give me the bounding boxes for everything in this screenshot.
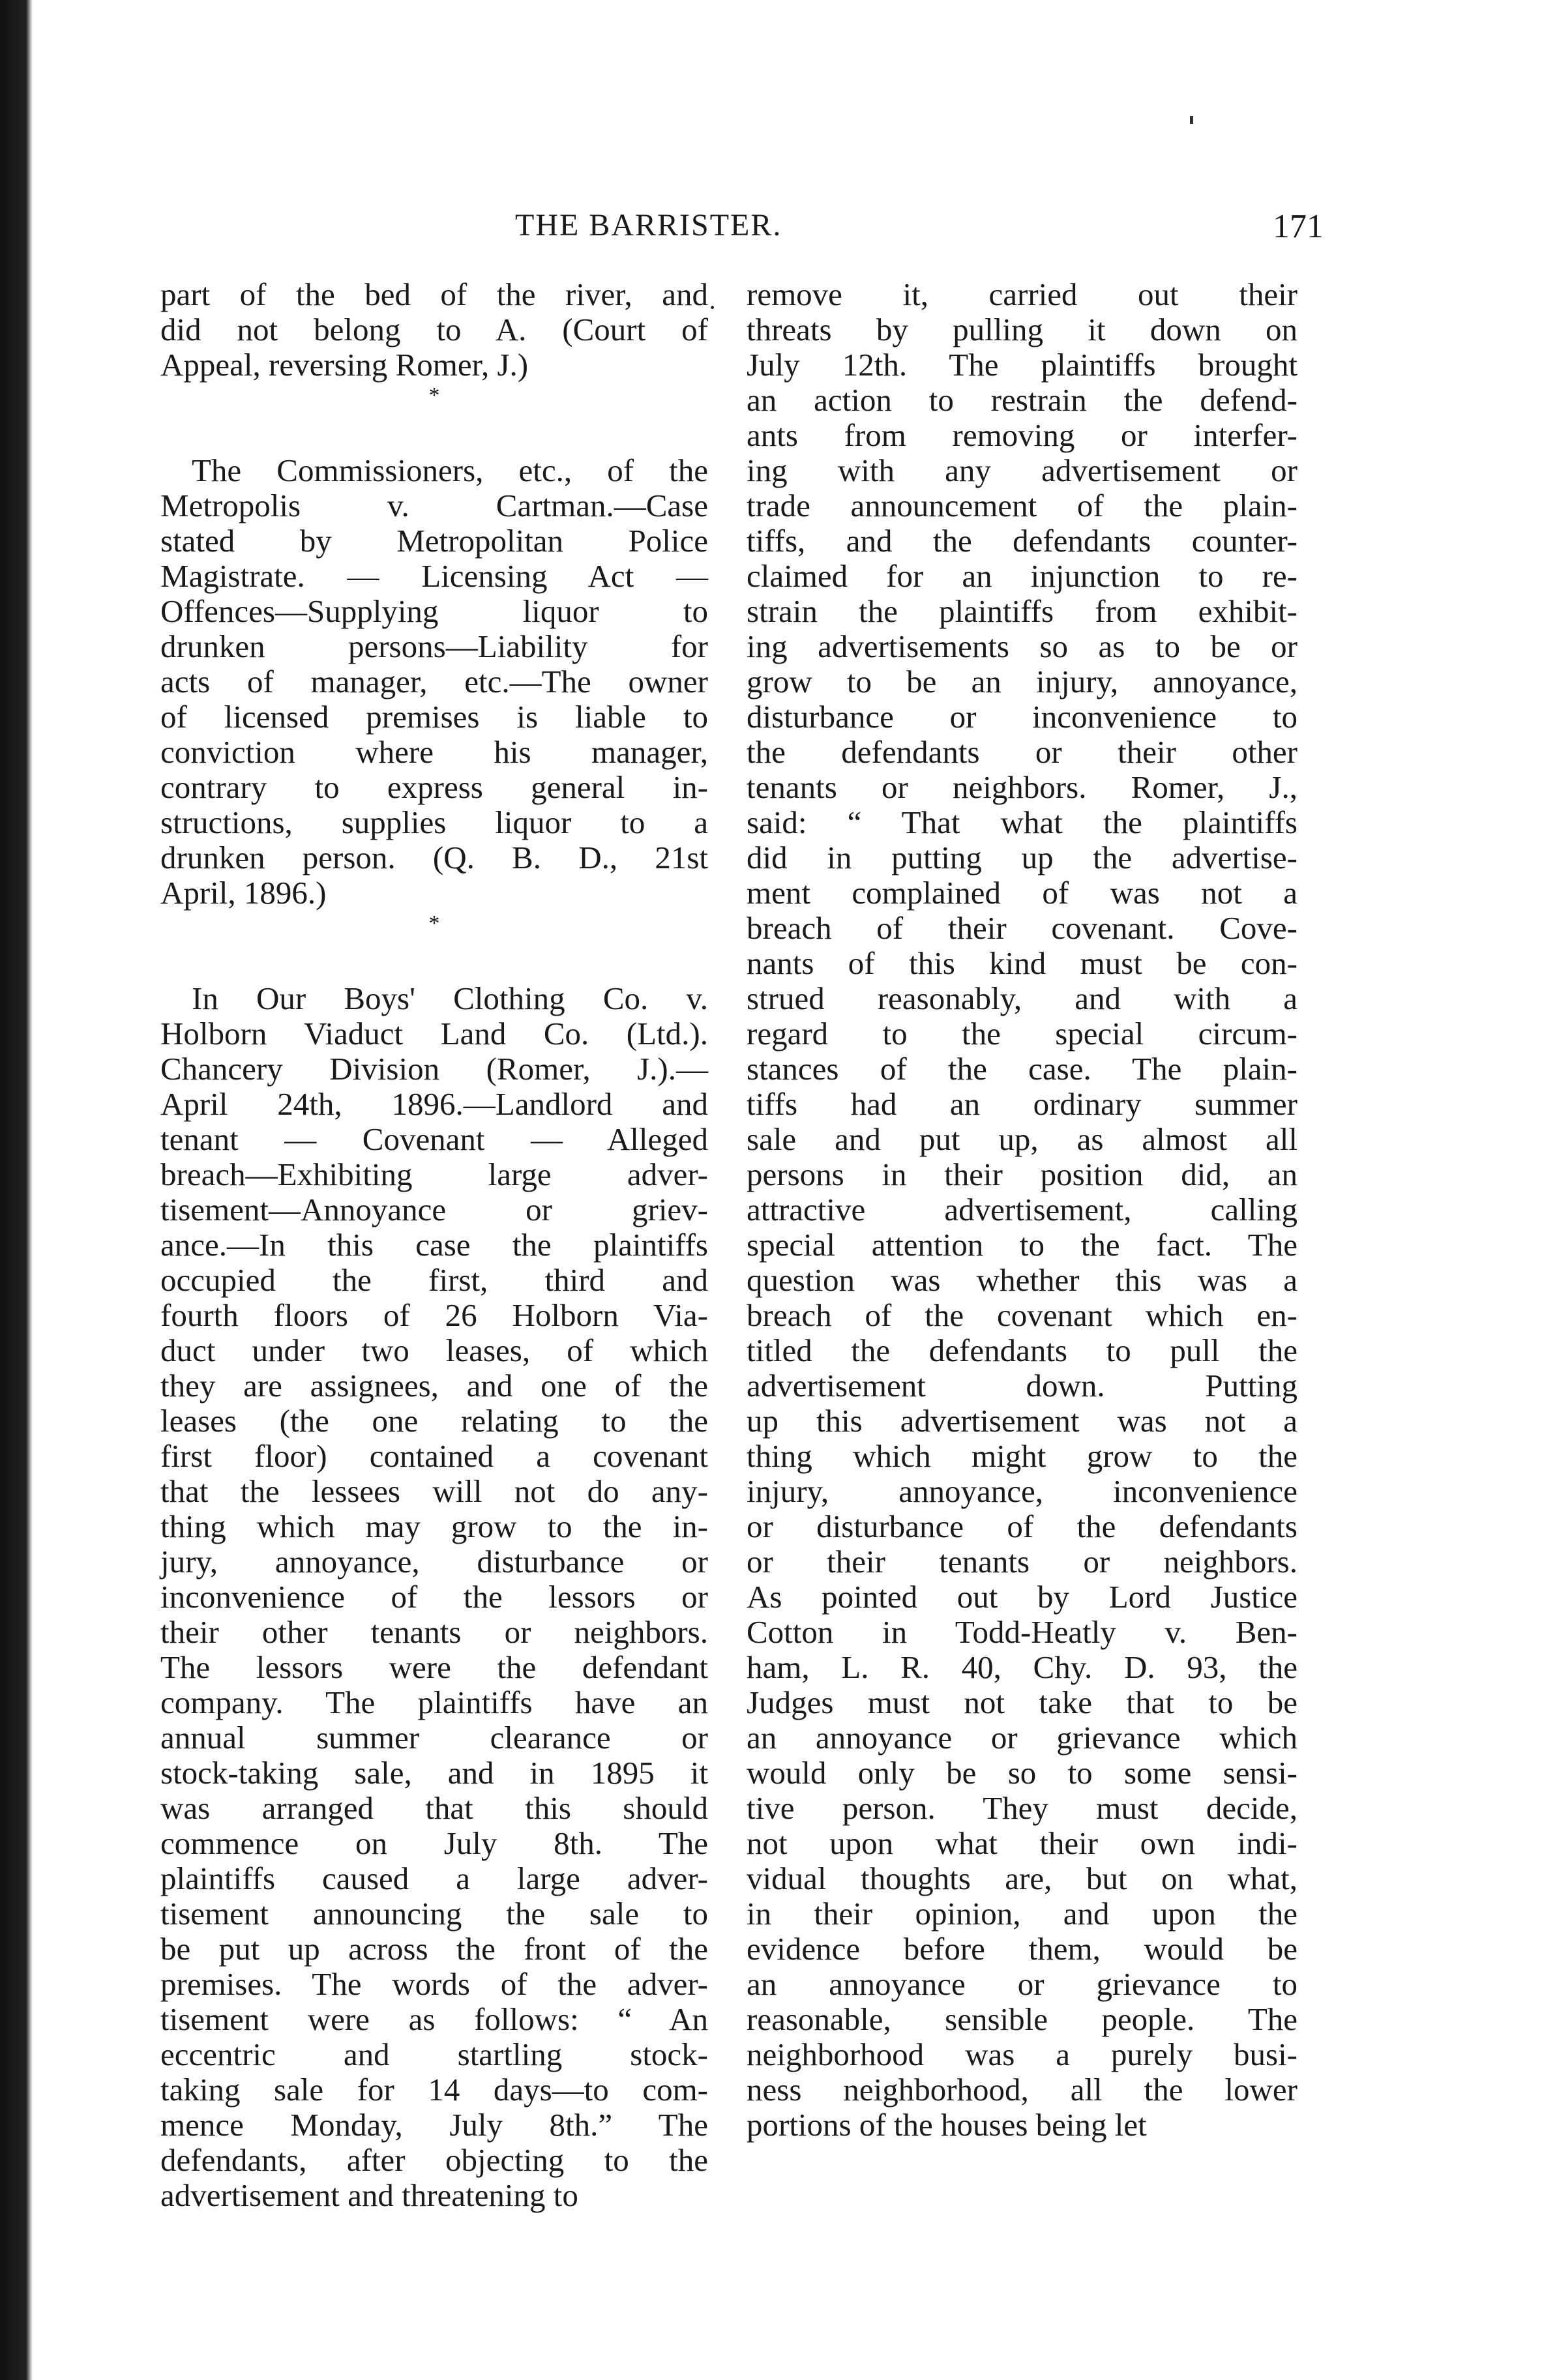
text-line: tenants or neighbors. Romer, J., <box>747 769 1297 805</box>
text-line: drunken person. (Q. B. D., 21st <box>160 840 708 875</box>
text-line: thing which may grow to the in- <box>160 1508 708 1544</box>
text-line: Holborn Viaduct Land Co. (Ltd.). <box>160 1016 708 1051</box>
text-line: an action to restrain the defend- <box>747 382 1297 418</box>
text-line: attractive advertisement, calling <box>747 1192 1297 1227</box>
paragraph-gap <box>160 418 708 453</box>
text-line: an annoyance or grievance to <box>747 1966 1297 2002</box>
text-line: tive person. They must decide, <box>747 1790 1297 1826</box>
text-line: ing advertisements so as to be or <box>747 628 1297 664</box>
text-line: did in putting up the advertise- <box>747 840 1297 875</box>
text-line: would only be so to some sensi- <box>747 1755 1297 1791</box>
text-line: the defendants or their other <box>747 734 1297 770</box>
text-line: up this advertisement was not a <box>747 1403 1297 1439</box>
text-line: Judges must not take that to be <box>747 1684 1297 1720</box>
text-line: tisement were as follows: “ An <box>160 2001 708 2037</box>
text-line: threats by pulling it down on <box>747 312 1297 347</box>
text-line: was arranged that this should <box>160 1790 708 1826</box>
text-line: evidence before them, would be <box>747 1931 1297 1967</box>
text-line: persons in their position did, an <box>747 1156 1297 1192</box>
page-title: THE BARRISTER. <box>515 208 782 242</box>
text-line: April, 1896.) <box>160 875 327 911</box>
text-line: occupied the first, third and <box>160 1262 708 1298</box>
text-line: structions, supplies liquor to a <box>160 804 708 840</box>
text-line: company. The plaintiffs have an <box>160 1684 708 1720</box>
text-line: advertisement down. Putting <box>747 1368 1297 1403</box>
text-line: claimed for an injunction to re- <box>747 558 1297 594</box>
text-line: regard to the special circum- <box>747 1016 1297 1051</box>
text-line: portions of the houses being let <box>747 2107 1147 2143</box>
right-column <box>747 277 1297 2143</box>
running-head <box>163 207 1324 253</box>
text-line: injury, annoyance, inconvenience <box>747 1473 1297 1509</box>
text-line: April 24th, 1896.—Landlord and <box>160 1086 708 1122</box>
text-line: inconvenience of the lessors or <box>160 1579 708 1615</box>
text-line: duct under two leases, of which <box>160 1332 708 1368</box>
text-line: they are assignees, and one of the <box>160 1368 708 1403</box>
text-line: contrary to express general in- <box>160 769 708 805</box>
text-line: reasonable, sensible people. The <box>747 2001 1297 2037</box>
text-line: Cotton in Todd-Heatly v. Ben- <box>747 1614 1297 1650</box>
text-line: leases (the one relating to the <box>160 1403 708 1439</box>
text-line: ance.—In this case the plaintiffs <box>160 1227 708 1263</box>
text-line: premises. The words of the adver- <box>160 1966 708 2002</box>
text-line: Metropolis v. Cartman.—Case <box>160 488 708 523</box>
text-line: nants of this kind must be con- <box>747 945 1297 981</box>
text-line: eccentric and startling stock- <box>160 2036 708 2072</box>
text-line: in their opinion, and upon the <box>747 1896 1297 1932</box>
text-line: plaintiffs caused a large adver- <box>160 1860 708 1896</box>
text-line: ness neighborhood, all the lower <box>747 2072 1297 2108</box>
page-number: 171 <box>1273 208 1324 245</box>
text-line: grow to be an injury, annoyance, <box>747 664 1297 699</box>
scan-speck <box>1190 116 1193 124</box>
text-line: breach of their covenant. Cove- <box>747 910 1297 946</box>
text-line: part of the bed of the river, and <box>160 276 708 312</box>
text-line: ham, L. R. 40, Chy. D. 93, the <box>747 1649 1297 1685</box>
left-column <box>160 277 708 2213</box>
text-line: thing which might grow to the <box>747 1438 1297 1474</box>
text-line: taking sale for 14 days—to com- <box>160 2072 708 2108</box>
text-line: tiffs had an ordinary summer <box>747 1086 1297 1122</box>
margin-dot: · <box>708 293 717 322</box>
text-line: conviction where his manager, <box>160 734 708 770</box>
text-line: In Our Boys' Clothing Co. v. <box>192 980 708 1016</box>
text-line: jury, annoyance, disturbance or <box>160 1544 708 1579</box>
text-line: not upon what their own indi- <box>747 1825 1297 1861</box>
text-line: that the lessees will not do any- <box>160 1473 708 1509</box>
text-line: Appeal, reversing Romer, J.) <box>160 347 529 383</box>
scan-binding-edge <box>0 0 33 2380</box>
text-line: first floor) contained a covenant <box>160 1438 708 1474</box>
text-line: remove it, carried out their <box>747 276 1297 312</box>
text-line: be put up across the front of the <box>160 1931 708 1967</box>
text-line: Chancery Division (Romer, J.).— <box>160 1051 708 1087</box>
text-line: Magistrate. — Licensing Act — <box>160 558 708 594</box>
text-line: special attention to the fact. The <box>747 1227 1297 1263</box>
text-line: sale and put up, as almost all <box>747 1121 1297 1157</box>
text-line: or their tenants or neighbors. <box>747 1544 1297 1579</box>
text-line: ants from removing or interfer- <box>747 417 1297 453</box>
text-line: strain the plaintiffs from exhibit- <box>747 593 1297 629</box>
paragraph-gap <box>160 946 708 981</box>
text-line: their other tenants or neighbors. <box>160 1614 708 1650</box>
text-line: The Commissioners, etc., of the <box>192 452 708 488</box>
text-line: ing with any advertisement or <box>747 452 1297 488</box>
text-line: acts of manager, etc.—The owner <box>160 664 708 699</box>
text-line: tisement announcing the sale to <box>160 1896 708 1932</box>
text-line: tenant — Covenant — Alleged <box>160 1121 708 1157</box>
text-line: tisement—Annoyance or griev- <box>160 1192 708 1227</box>
text-line: or disturbance of the defendants <box>747 1508 1297 1544</box>
text-line: strued reasonably, and with a <box>747 980 1297 1016</box>
text-line: disturbance or inconvenience to <box>747 699 1297 735</box>
text-line: drunken persons—Liability for <box>160 628 708 664</box>
text-line: trade announcement of the plain- <box>747 488 1297 523</box>
text-line: advertisement and threatening to <box>160 2177 578 2213</box>
text-line: stances of the case. The plain- <box>747 1051 1297 1087</box>
section-separator: * <box>428 383 440 407</box>
text-line: stock-taking sale, and in 1895 it <box>160 1755 708 1791</box>
text-line: did not belong to A. (Court of <box>160 312 708 347</box>
text-line: defendants, after objecting to the <box>160 2142 708 2178</box>
text-line: tiffs, and the defendants counter- <box>747 523 1297 559</box>
text-line: commence on July 8th. The <box>160 1825 708 1861</box>
text-line: said: “ That what the plaintiffs <box>747 804 1297 840</box>
text-line: question was whether this was a <box>747 1262 1297 1298</box>
text-line: Offences—Supplying liquor to <box>160 593 708 629</box>
text-line: breach of the covenant which en- <box>747 1297 1297 1333</box>
text-line: vidual thoughts are, but on what, <box>747 1860 1297 1896</box>
text-line: July 12th. The plaintiffs brought <box>747 347 1297 383</box>
text-line: As pointed out by Lord Justice <box>747 1579 1297 1615</box>
text-line: neighborhood was a purely busi- <box>747 2036 1297 2072</box>
text-line: an annoyance or grievance which <box>747 1720 1297 1756</box>
text-line: of licensed premises is liable to <box>160 699 708 735</box>
text-line: fourth floors of 26 Holborn Via- <box>160 1297 708 1333</box>
text-line: The lessors were the defendant <box>160 1649 708 1685</box>
text-line: titled the defendants to pull the <box>747 1332 1297 1368</box>
text-line: mence Monday, July 8th.” The <box>160 2107 708 2143</box>
text-line: ment complained of was not a <box>747 875 1297 911</box>
section-separator: * <box>428 911 440 935</box>
text-line: stated by Metropolitan Police <box>160 523 708 559</box>
text-line: breach—Exhibiting large adver- <box>160 1156 708 1192</box>
text-line: annual summer clearance or <box>160 1720 708 1756</box>
